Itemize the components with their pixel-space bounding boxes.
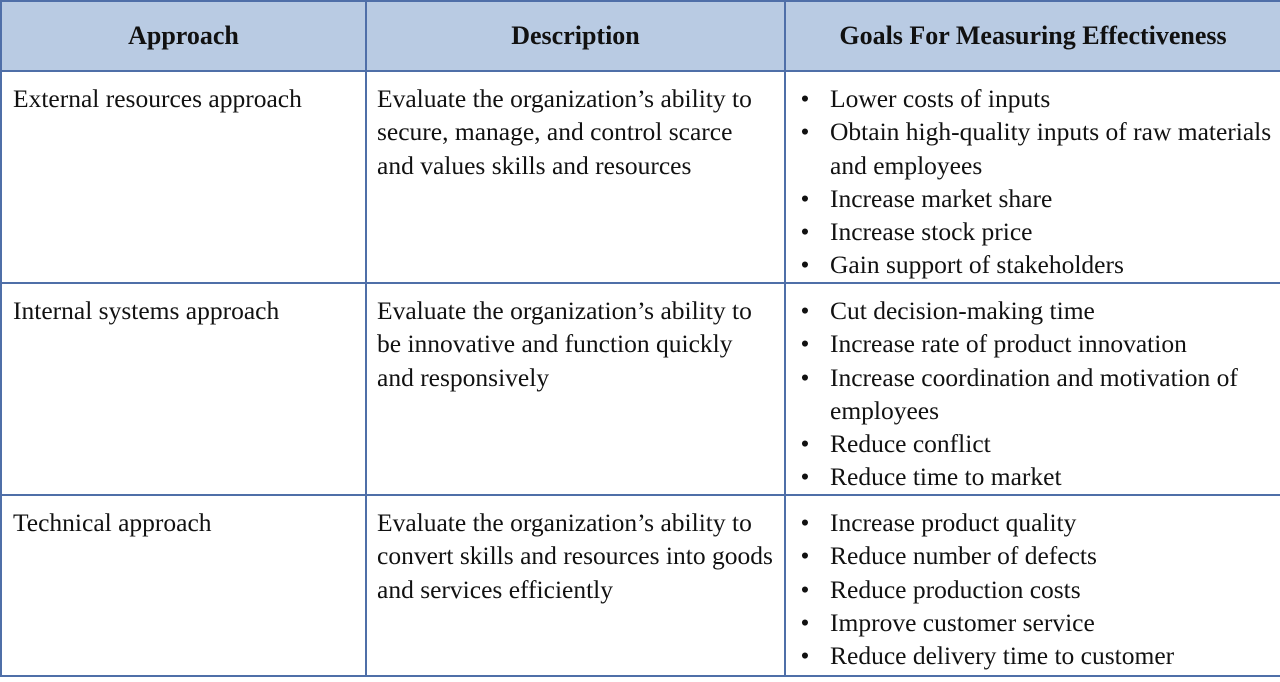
bullet-icon: • (800, 574, 810, 604)
goals-cell (785, 495, 1280, 676)
goal-text: Increase stock price (830, 217, 1033, 247)
goal-item (786, 506, 1272, 539)
goal-item (786, 361, 1272, 428)
bullet-icon: • (800, 541, 810, 571)
bullet-icon: • (800, 362, 810, 392)
goal-item (786, 539, 1272, 572)
bullet-icon: • (800, 117, 810, 147)
bullet-icon: • (800, 462, 810, 492)
header-row (1, 1, 1280, 71)
header-description: Description (366, 1, 785, 71)
approach-cell (1, 495, 366, 676)
goal-item (786, 460, 1272, 493)
goal-item (786, 639, 1272, 672)
goal-item (786, 182, 1272, 215)
bullet-icon: • (800, 84, 810, 113)
goal-text: Gain support of stakeholders (830, 250, 1124, 280)
table-body (1, 71, 1280, 676)
goal-text: Reduce number of defects (830, 541, 1097, 571)
goal-text: Reduce conflict (830, 429, 991, 459)
goals-list (786, 72, 1280, 282)
header-approach: Approach (1, 1, 366, 71)
goals-list (786, 496, 1280, 672)
goal-item (786, 115, 1272, 182)
bullet-icon: • (800, 250, 810, 280)
goal-item (786, 294, 1272, 327)
table-row (1, 283, 1280, 495)
bullet-icon: • (800, 607, 810, 637)
description-cell (366, 495, 785, 676)
goals-cell (785, 283, 1280, 495)
bullet-icon: • (800, 183, 810, 213)
goal-text: Reduce production costs (830, 574, 1081, 604)
approach-description: Evaluate the organization’s ability to be innovative and function quickly and responsively (377, 296, 752, 392)
header-goals: Goals For Measuring Effectiveness (785, 1, 1280, 71)
goal-text: Increase product quality (830, 508, 1077, 537)
goal-item (786, 573, 1272, 606)
bullet-icon: • (800, 429, 810, 459)
goal-text: Increase coordination and motivation of employees (830, 362, 1238, 425)
goal-item (786, 248, 1272, 281)
goal-item (786, 327, 1272, 360)
approach-cell (1, 71, 366, 283)
goal-text: Cut decision-making time (830, 296, 1095, 325)
goal-item (786, 427, 1272, 460)
approach-name: Internal systems approach (13, 296, 280, 325)
goals-list (786, 284, 1280, 494)
goal-text: Lower costs of inputs (830, 84, 1051, 113)
bullet-icon: • (800, 329, 810, 359)
goal-text: Obtain high-quality inputs of raw materials and employees (830, 117, 1272, 180)
goals-cell (785, 71, 1280, 283)
goal-text: Increase rate of product innovation (830, 329, 1187, 359)
bullet-icon: • (800, 641, 810, 671)
bullet-icon: • (800, 296, 810, 325)
approach-description: Evaluate the organization’s ability to secure, manage, and control scarce and values skills and resources (377, 84, 752, 180)
bullet-icon: • (800, 508, 810, 537)
description-cell (366, 71, 785, 283)
goal-text: Reduce time to market (830, 462, 1062, 492)
approach-cell (1, 283, 366, 495)
description-cell (366, 283, 785, 495)
approach-description: Evaluate the organization’s ability to convert skills and resources into goods and services efficiently (377, 508, 773, 604)
approach-name: Technical approach (13, 508, 212, 537)
table-row (1, 495, 1280, 676)
goal-text: Reduce delivery time to customer (830, 641, 1175, 671)
table-header (1, 1, 1280, 71)
approach-name: External resources approach (13, 84, 302, 113)
goal-item (786, 215, 1272, 248)
goal-text: Improve customer service (830, 607, 1095, 637)
goal-item (786, 606, 1272, 639)
goal-item (786, 82, 1272, 115)
goal-text: Increase market share (830, 183, 1053, 213)
bullet-icon: • (800, 217, 810, 247)
table-row (1, 71, 1280, 283)
